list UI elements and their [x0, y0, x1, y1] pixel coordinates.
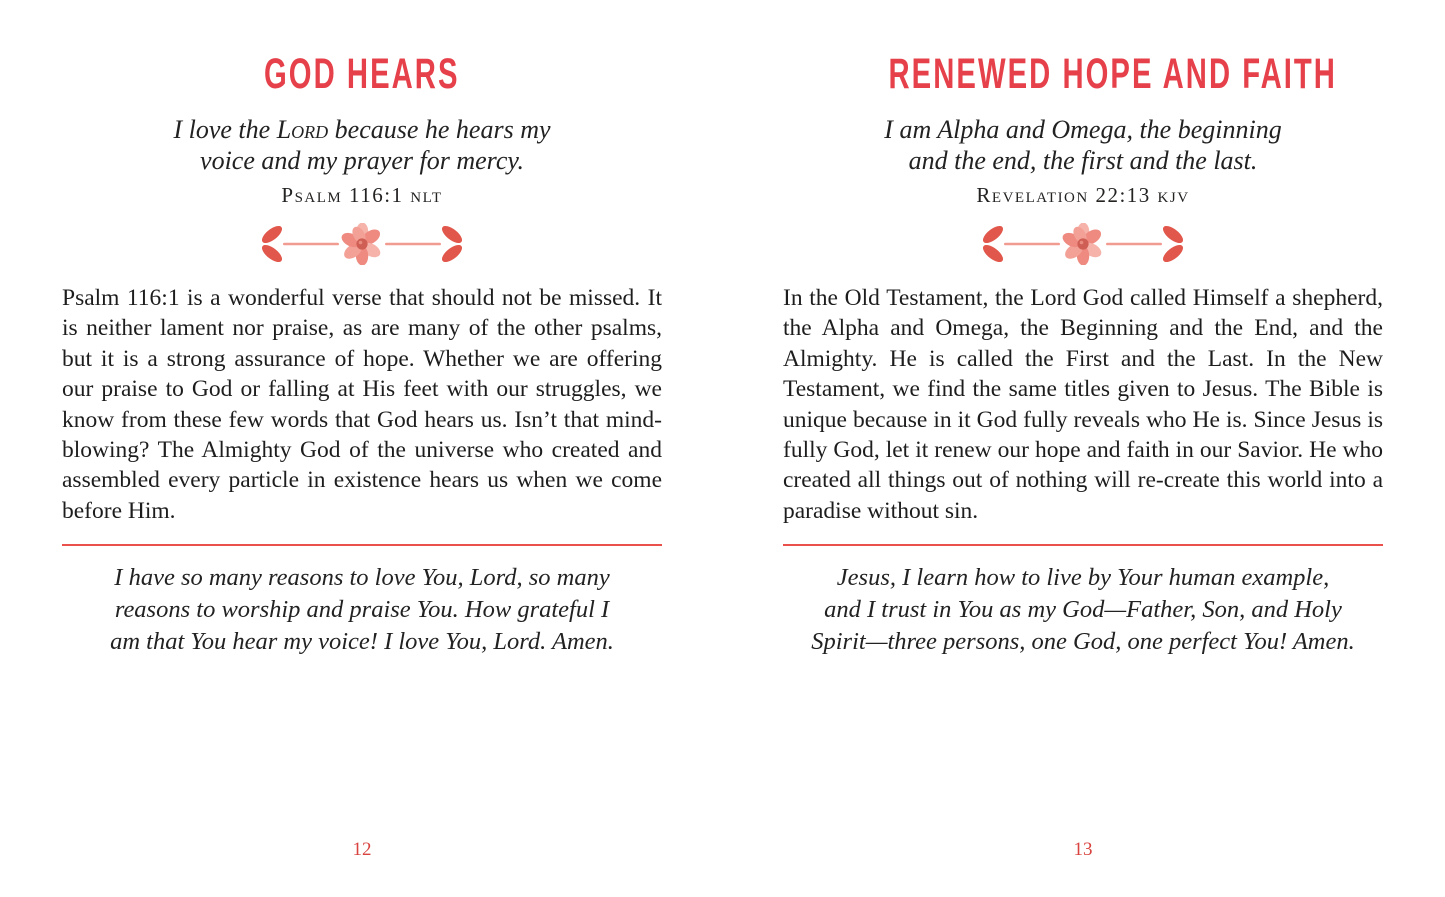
flower-icon: [339, 223, 382, 265]
verse-line-1: I love the Lord because he hears my: [173, 115, 551, 144]
devotion-body: In the Old Testament, the Lord God called Himself a shepherd, the Alpha and Omega, the Beginning and the End, and the Almighty. He is called the First and the Last. In the New Testament, we find the same titles given to Jesus. The Bible is unique because in it God fully reveals who He is. Since Jesus is fully God, let it renew our hope and faith in our Savior. He who created all things out of nothing will re-create this world into a paradise without sin.: [783, 285, 1383, 524]
page-left: [62, 0, 662, 897]
prayer-divider-rule: [783, 544, 1383, 546]
scripture-reference: Psalm 116:1 nlt: [281, 183, 443, 207]
right-fletching-leaves: [439, 223, 465, 265]
small-caps-lord: Lord: [276, 115, 329, 144]
scripture-reference: Revelation 22:13 kjv: [976, 183, 1190, 207]
prayer-divider-rule: [62, 544, 662, 546]
left-fletching-leaves: [259, 223, 285, 265]
prayer-line: reasons to worship and praise You. How grateful I: [114, 596, 610, 624]
prayer-line: Spirit—three persons, one God, one perfect You! Amen.: [811, 628, 1355, 656]
devotion-title: [783, 52, 1383, 97]
devotion-title-text: GOD HEARS: [264, 50, 460, 98]
scripture-verse: [783, 114, 1383, 176]
verse-line-1: I am Alpha and Omega, the beginning: [884, 115, 1282, 144]
prayer-line: am that You hear my voice! I love You, Lord. Amen.: [110, 628, 614, 656]
prayer-text: [783, 562, 1383, 658]
prayer-line: I have so many reasons to love You, Lord, so many: [114, 564, 610, 592]
devotion-title: [62, 52, 662, 97]
flower-icon: [1060, 223, 1103, 265]
verse-line-2: and the end, the first and the last.: [908, 146, 1258, 175]
scripture-verse: [62, 114, 662, 176]
page-right: [783, 0, 1383, 897]
prayer-text: [62, 562, 662, 658]
page-number: 13: [1073, 839, 1093, 860]
floral-divider: [979, 223, 1187, 265]
prayer-line: Jesus, I learn how to live by Your human example,: [836, 564, 1330, 592]
floral-divider: [258, 223, 466, 265]
left-fletching-leaves: [980, 223, 1006, 265]
prayer-line: and I trust in You as my God—Father, Son, and Holy: [824, 596, 1342, 624]
page-number: 12: [352, 839, 372, 860]
devotion-body: Psalm 116:1 is a wonderful verse that should not be missed. It is neither lament nor praise, as are many of the other psalms, but it is a strong assurance of hope. Whether we are offering our praise to God or falling at His feet with our struggles, we know from these few words that God hears us. Isn’t that mind-blowing? The Almighty God of the universe who created and assembled every particle in existence hears us when we come before Him.: [62, 285, 662, 524]
right-fletching-leaves: [1160, 223, 1186, 265]
devotion-title-text: RENEWED HOPE AND FAITH: [888, 50, 1337, 98]
verse-line-2: voice and my prayer for mercy.: [200, 146, 524, 175]
